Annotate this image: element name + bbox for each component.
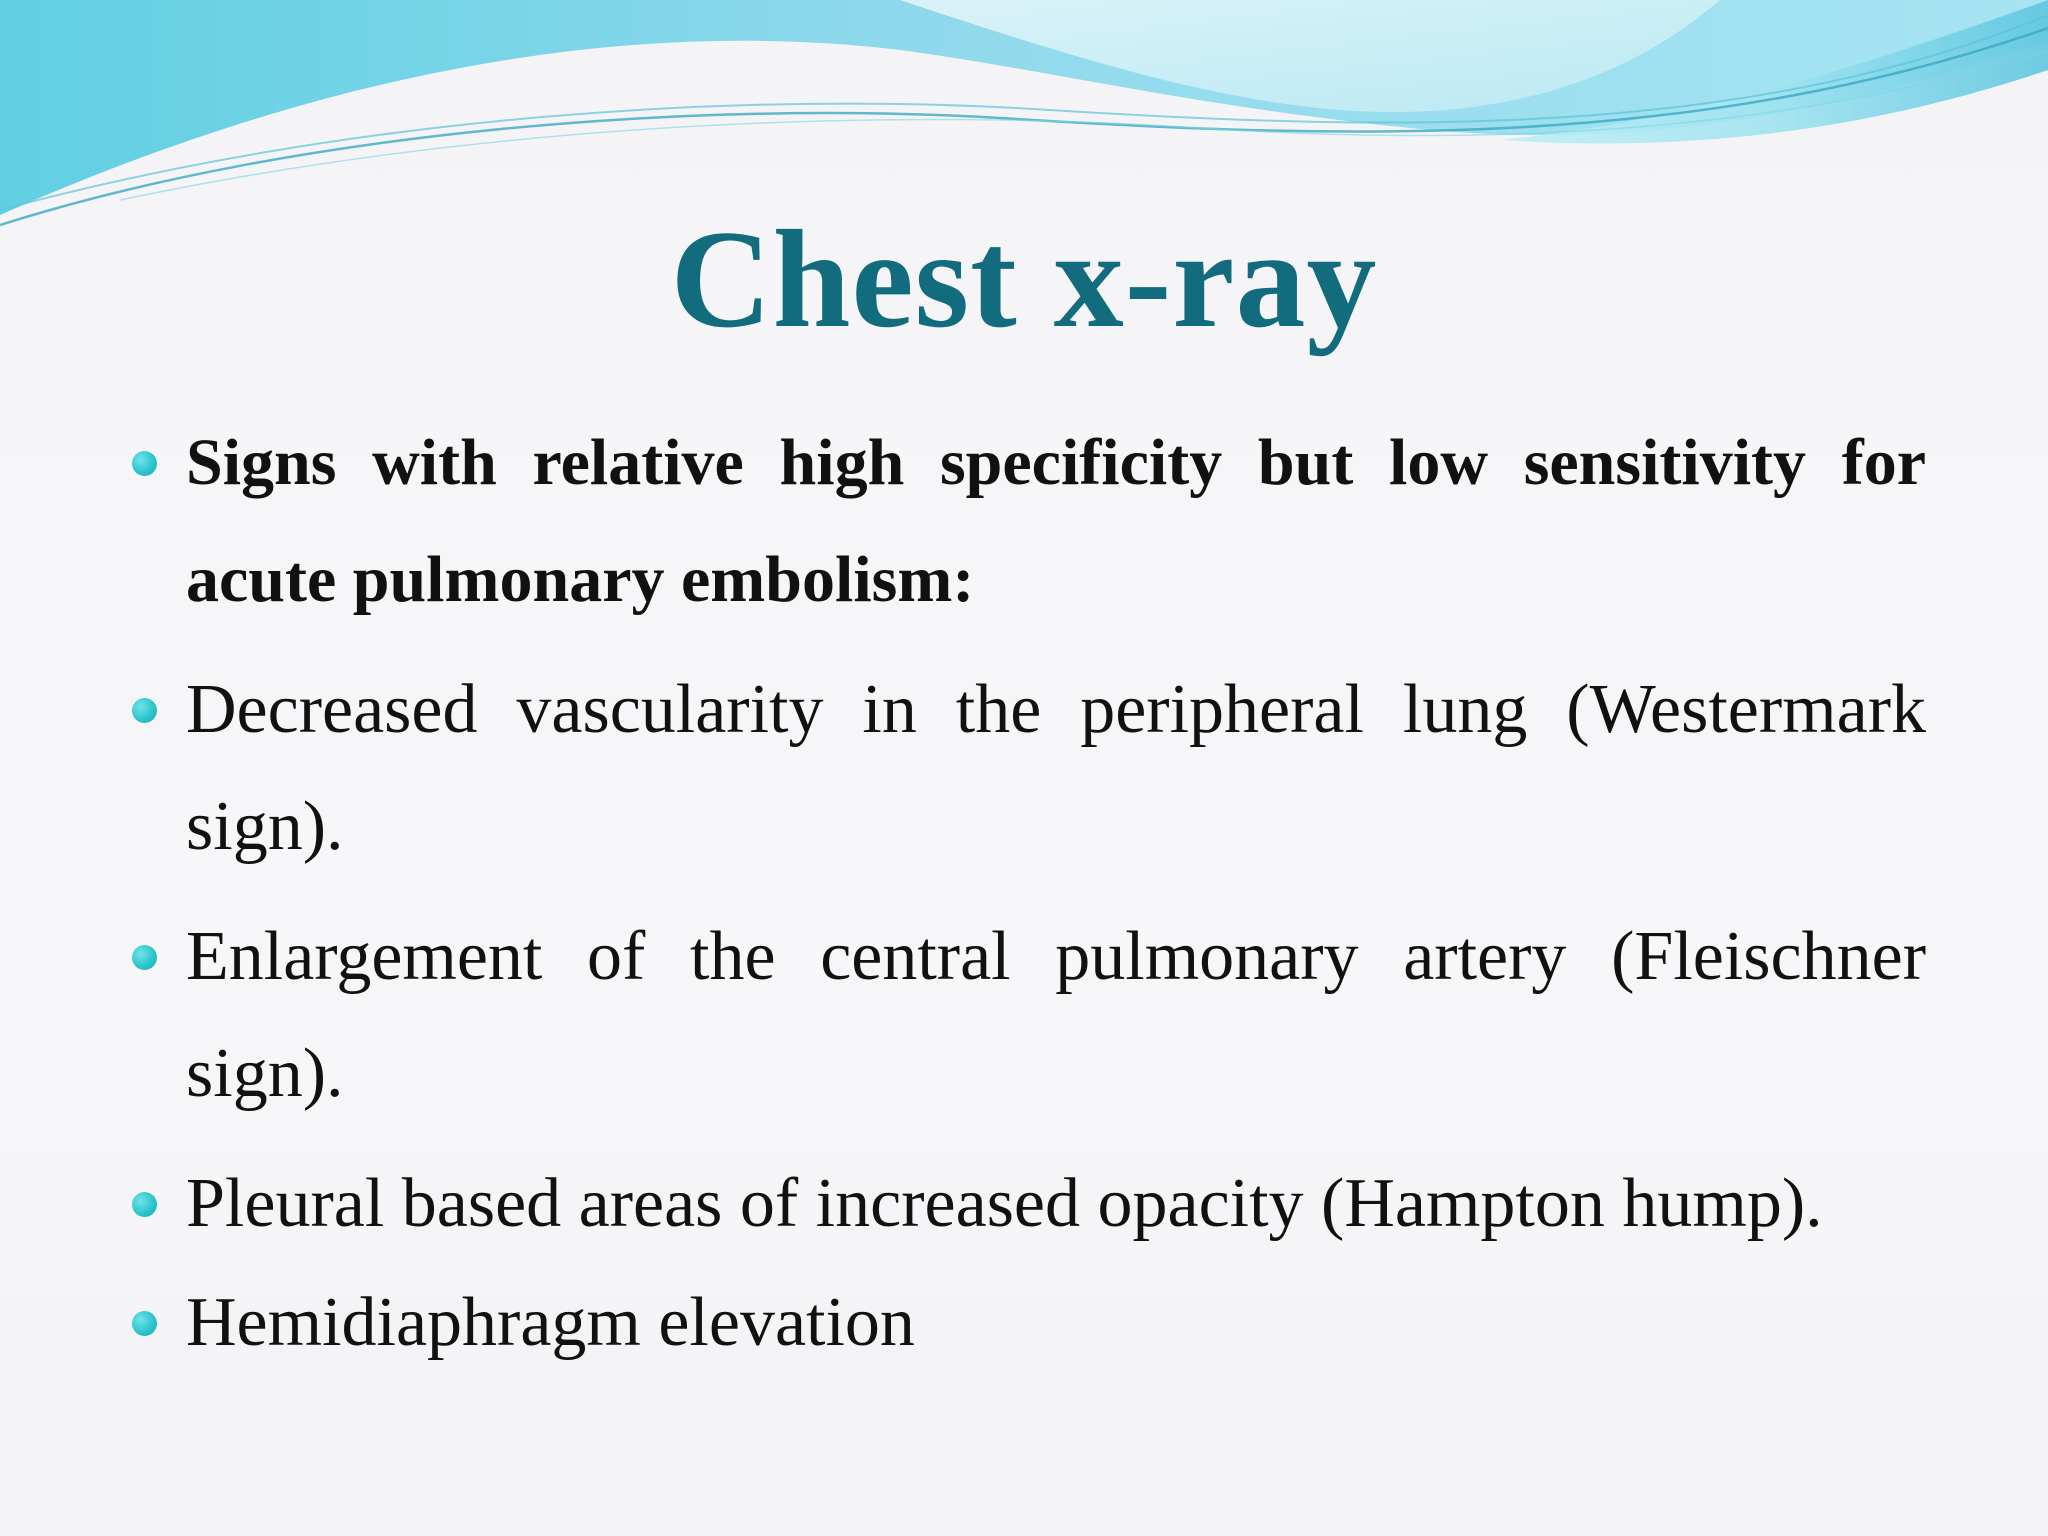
bullet-text: Hemidiaphragm elevation (186, 1284, 915, 1361)
bullet-item (126, 1145, 1926, 1262)
bullet-dot-icon (132, 945, 157, 970)
bullet-item (126, 898, 1926, 1132)
bullet-item (126, 651, 1926, 885)
bullet-list (126, 404, 1926, 1383)
bullet-text: Pleural based areas of increased opacity (Hampton hump). (186, 1165, 1823, 1242)
bullet-dot-icon (132, 1311, 157, 1336)
bullet-text: Enlargement of the central pulmonary artery (Fleischner sign). (186, 918, 1926, 1112)
bullet-dot-icon (132, 698, 157, 723)
bullet-item (126, 404, 1926, 638)
bullet-text: Decreased vascularity in the peripheral lung (Westermark sign). (186, 671, 1926, 865)
bullet-item (126, 1264, 1926, 1381)
bullet-dot-icon (132, 1192, 157, 1217)
slide-title: Chest x-ray (670, 202, 1378, 357)
bullet-text: Signs with relative high specificity but low sensitivity for acute pulmonary embolism: (186, 426, 1926, 616)
bullet-dot-icon (132, 451, 157, 476)
